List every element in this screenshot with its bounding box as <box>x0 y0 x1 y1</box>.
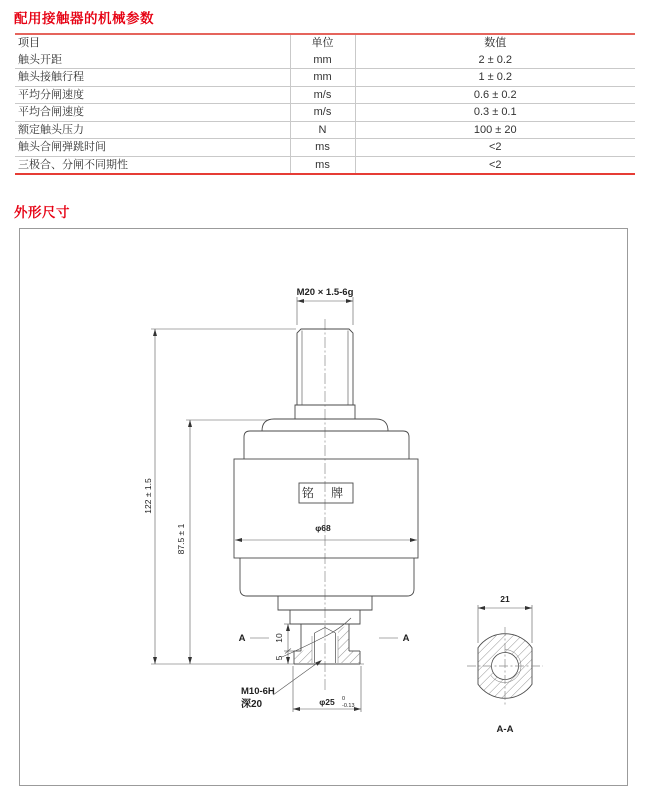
param-unit: N <box>290 121 355 139</box>
param-value: 1 ± 0.2 <box>478 71 513 83</box>
param-unit: ms <box>290 139 355 157</box>
col-header-item: 项目 <box>18 37 40 49</box>
thread-bottom-depth-label: 深20 <box>241 699 263 710</box>
param-unit: mm <box>290 52 355 69</box>
flat-length-label: 10 <box>274 633 284 643</box>
outline-drawing <box>20 229 627 785</box>
param-item: 额定触头压力 <box>18 123 84 136</box>
nameplate-label: 铭 牌 <box>301 486 351 500</box>
table-row <box>15 52 635 69</box>
table-row <box>15 86 635 104</box>
param-unit: m/s <box>290 104 355 122</box>
table-row <box>15 156 635 174</box>
col-header-unit: 单位 <box>290 34 355 52</box>
param-value: 2 ± 0.2 <box>478 53 513 66</box>
mechanical-params-title: 配用接触器的机械参数 <box>14 11 154 26</box>
section-title-label: A-A <box>496 724 514 735</box>
flat-width-label: 21 <box>500 594 510 604</box>
arrowheads <box>153 299 417 711</box>
table-row <box>15 69 635 87</box>
upper-cap <box>244 431 409 459</box>
param-value: 0.6 ± 0.2 <box>473 88 517 101</box>
param-item: 触头合闸弹跳时间 <box>18 141 106 153</box>
tip-length-label: 5 <box>274 655 284 661</box>
main-body <box>234 459 418 558</box>
section-marker-left: A <box>238 633 246 644</box>
outline-drawing-frame <box>19 228 628 786</box>
param-item: 触头接触行程 <box>18 71 84 83</box>
overall-height-label: 122 ± 1.5 <box>143 478 153 514</box>
param-value: <2 <box>488 141 502 153</box>
thread-top-label: M20 × 1.5-6g <box>296 287 354 298</box>
param-item: 三极合、分闸不同期性 <box>18 158 128 171</box>
stem-tol-lower: -0.13 <box>342 703 355 709</box>
param-unit: mm <box>290 69 355 87</box>
table-row <box>15 139 635 157</box>
thread-bottom-label: M10-6H <box>241 686 275 697</box>
param-value: 0.3 ± 0.1 <box>473 106 517 118</box>
body-height-label: 87.5 ± 1 <box>176 523 186 555</box>
col-header-value: 数值 <box>484 37 507 49</box>
body-diameter-label: φ68 <box>315 523 331 533</box>
param-item: 平均合闸速度 <box>18 106 84 118</box>
stem-diameter-label: φ25 <box>319 697 335 707</box>
param-value: 100 ± 20 <box>473 123 517 136</box>
table-row <box>15 104 635 122</box>
outline-dimensions-title: 外形尺寸 <box>14 205 70 220</box>
param-item: 触头开距 <box>18 53 62 66</box>
param-item: 平均分闸速度 <box>18 88 84 101</box>
section-marker-right: A <box>402 633 410 644</box>
table-row <box>15 121 635 139</box>
dimensions <box>151 297 417 712</box>
table-header-row <box>15 34 635 52</box>
param-unit: ms <box>290 156 355 174</box>
section-view-a-a <box>467 594 543 735</box>
stem-tol-upper: 0 <box>342 696 346 702</box>
lower-cap <box>240 558 414 596</box>
front-view <box>234 319 418 691</box>
param-unit: m/s <box>290 86 355 104</box>
param-value: <2 <box>488 158 502 171</box>
mechanical-params-table <box>15 33 635 175</box>
